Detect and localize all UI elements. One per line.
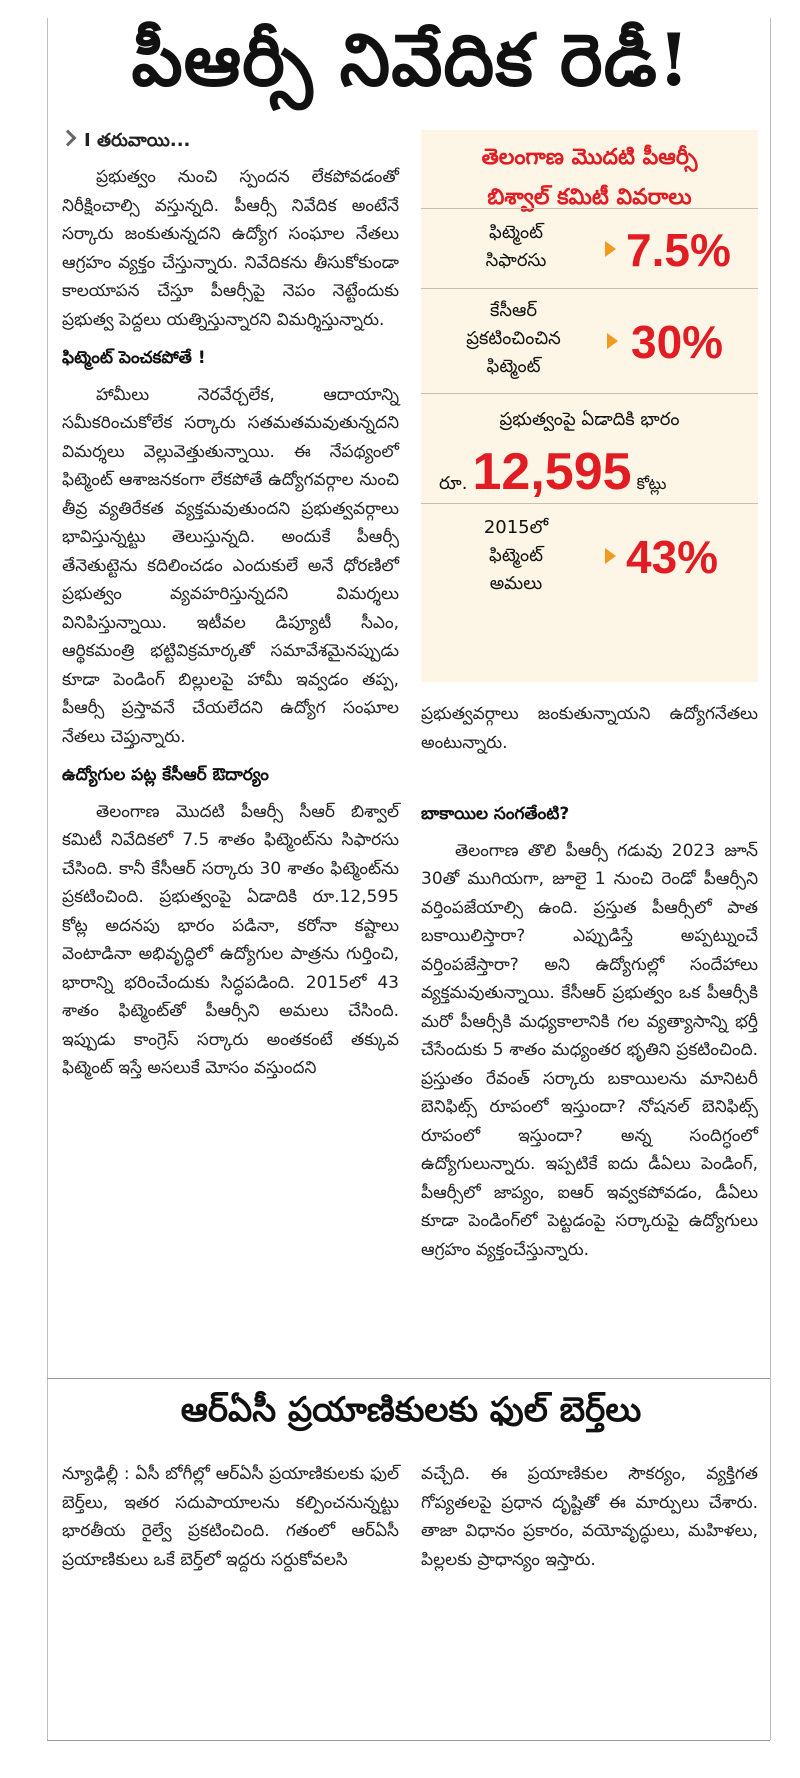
paragraph: న్యూఢిల్లీ : ఏసీ బోగీల్లో ఆర్ఏసీ ప్రయాణికులకు ఫుల్ బెర్త్‌లు, ఇతర సదుపాయాలను కల్పించనున్నట్టు భారతీయ రైల్వే ప్రకటించింది. గతంలో ఆర్ఏసీ ప్రయాణికులు ఒకే బెర్త్‌లో ఇద్దరు సర్దుకోవలసి	[62, 1464, 399, 1570]
paragraph: హామీలు నెరవేర్చలేక, ఆదాయాన్ని సమీకరించుకోలేక సర్కారు సతమతమవుతున్నదని విమర్శలు వెల్లువెత్తుతున్నాయి. ఈ నేపథ్యంలో ఫిట్మెంట్ ఆశాజనకంగా లేకపోతే ఉద్యోగవర్గాల నుంచి తీవ్ర వ్యతిరేకత వ్యక్తమవుతుందని ప్రభుత్వవర్గాలు భావిస్తున్నట్టు తెలుస్తున్నది. అందుకే పీఆర్సీ తేనెతుట్టెను కదిలించడం ఎందుకులే అనే ధోరణిలో ప్రభుత్వం వ్యవహరిస్తున్నదని విమర్శలు వినిపిస్తున్నాయి. ఇటీవల డిప్యూటీ సీఎం, ఆర్థికమంత్రి భట్టివిక్రమార్కతో సమావేశమైనప్పుడు కూడా పెండింగ్ బిల్లులపై హామీ ఇవ్వడం తప్ప, పీఆర్సీ ప్రస్తావనే చేయలేదని ఉద్యోగ సంఘాల నేతలు చెప్తున్నారు.	[62, 384, 399, 747]
info-row-label: 2015లో ఫిట్మెంట్ అమలు	[483, 517, 549, 594]
main-headline: పీఆర్సీ నివేదిక రెడీ!	[131, 17, 691, 102]
second-story-right-column	[421, 1460, 758, 1574]
section-heading-kcr: ఉద్యోగుల పట్ల కేసీఆర్ ఔదార్యం	[62, 765, 269, 785]
story-divider	[47, 1378, 770, 1379]
info-row-value: 12,595	[472, 443, 632, 501]
paragraph: వచ్చేది. ఈ ప్రయాణికుల సౌకర్యం, వ్యక్తిగత గోప్యతలపై ప్రధాన దృష్టితో ఈ మార్పులు చేశారు. తాజా విధానం ప్రకారం, వయోవృద్ధులు, మహిళలు, పిల్లలకు ప్రాధాన్యం ఇస్తారు.	[421, 1464, 758, 1570]
info-box-title	[421, 130, 758, 218]
paragraph: తెలంగాణ తొలి పీఆర్సీ గడువు 2023 జూన్ 30తో ముగియగా, జూలై 1 నుంచి రెండో పీఆర్సీని వర్తింపజేయాల్సి ఉంది. ప్రస్తుత పీఆర్సీలో పాత బకాయిలిస్తారా? ఎప్పుడిస్తే అప్పట్నుంచే వర్తింపజేస్తారా? అని ఉద్యోగుల్లో సందేహాలు వ్యక్తమవుతున్నాయి. కేసీఆర్ ప్రభుత్వం ఒక పీఆర్సీకి మరో పీఆర్సీకి మధ్యకాలానికి గల వ్యత్యాసాన్ని భర్తీ చేసేందుకు 5 శాతం మధ్యంతర భృతిని ప్రకటించింది. ప్రస్తుతం రేవంత్ సర్కారు బకాయిలను మానిటరీ బెనిఫిట్స్ రూపంలో ఇస్తుందా? నోషనల్ బెనిఫిట్స్ రూపంలో ఇస్తుందా? అన్న సందిగ్ధంలో ఉద్యోగులున్నారు. ఇప్పటికే ఐదు డీఏలు పెండింగ్, పీఆర్సీలో జాప్యం, ఐఆర్ ఇవ్వకపోవడం, డీఏలు కూడా పెండింగ్‌లో పెట్టడంపై సర్కారుపై ఉద్యోగులు ఆగ్రహం వ్యక్తంచేస్తున్నారు.	[421, 840, 758, 1260]
info-row-label: ఫిట్మెంట్ సిఫారసు	[485, 222, 547, 271]
kicker-text: I తరువాయి...	[84, 130, 191, 151]
info-row-value: 43%	[626, 531, 719, 583]
arrow-right-icon	[605, 241, 616, 257]
page-border-right	[770, 18, 771, 1740]
page-bottom-border	[47, 1740, 770, 1741]
info-row-value: 7.5%	[626, 224, 731, 276]
arrow-right-icon	[607, 333, 618, 349]
arrow-right-icon	[605, 548, 616, 564]
paragraph: తెలంగాణ మొదటి పీఆర్సీ సీఆర్ బిశ్వాల్ కమిటీ నివేదికలో 7.5 శాతం ఫిట్మెంట్‌ను సిఫారసు చేసింది. కానీ కేసీఆర్ సర్కారు 30 శాతం ఫిట్మెంట్‌ను ప్రకటించింది. ప్రభుత్వంపై ఏడాదికి రూ.12,595 కోట్ల అదనపు భారం పడినా, కరోనా కష్టాలు వెంటాడినా అభివృద్ధిలో ఉద్యోగుల పాత్రను గుర్తించి, భారాన్ని భరించేందుకు సిద్ధపడింది. 2015లో 43 శాతం ఫిట్మెంట్‌తో పీఆర్సీని అమలు చేసింది. ఇప్పుడు కాంగ్రెస్ సర్కారు అంతకంటే తక్కువ ఫిట్మెంట్ ఇస్తే అసలుకే మోసం వస్తుందని	[62, 801, 399, 1078]
info-row-announced	[421, 288, 758, 394]
info-row-value: 30%	[631, 316, 724, 368]
burden-value-line	[439, 442, 749, 502]
info-row-label: కేసీఆర్ ప్రకటించించిన ఫిట్మెంట్	[466, 300, 561, 377]
info-row-burden	[421, 393, 758, 504]
info-box	[421, 130, 758, 682]
section-heading-fitment: ఫిట్మెంట్ పెంచకపోతే !	[62, 348, 206, 368]
left-column	[62, 163, 399, 1083]
chevron-right-icon	[60, 130, 77, 147]
second-story-headline: ఆర్ఏసీ ప్రయాణికులకు ఫుల్ బెర్త్‌లు	[180, 1390, 642, 1430]
paragraph: ప్రభుత్వవర్గాలు జంకుతున్నాయని ఉద్యోగనేతలు అంటున్నారు.	[421, 704, 758, 753]
kicker	[62, 130, 190, 155]
second-story-left-column	[62, 1460, 399, 1574]
info-row-2015	[421, 503, 758, 609]
info-box-title-line1: తెలంగాణ మొదటి పీఆర్సీ	[481, 145, 698, 170]
page-border-left	[47, 18, 48, 1740]
right-column-continuation	[421, 700, 758, 757]
paragraph: ప్రభుత్వం నుంచి స్పందన లేకపోవడంతో నిరీక్షించాల్సి వస్తున్నది. పీఆర్సీ నివేదిక అంటేనే సర్కారు జంకుతున్నదని ఉద్యోగ సంఘాల నేతలు ఆగ్రహం వ్యక్తం చేస్తున్నారు. నివేదికను తీసుకోకుండా కాలయాపన చేస్తూ పీఆర్సీపై నెపం నెట్టేందుకు ప్రభుత్వ పెద్దలు యత్నిస్తున్నారని విమర్శిస్తున్నారు.	[62, 167, 399, 330]
currency-prefix: రూ.	[439, 473, 468, 494]
info-row-recommended	[421, 208, 758, 289]
section-heading-arrears: బాకాయిల సంగతేంటి?	[421, 804, 570, 824]
currency-suffix: కోట్లు	[636, 474, 667, 493]
info-row-label: ప్రభుత్వంపై ఏడాదికి భారం	[499, 409, 680, 430]
right-column	[421, 790, 758, 1264]
info-box-title-line2: బిశ్వాల్ కమిటీ వివరాలు	[487, 185, 692, 210]
